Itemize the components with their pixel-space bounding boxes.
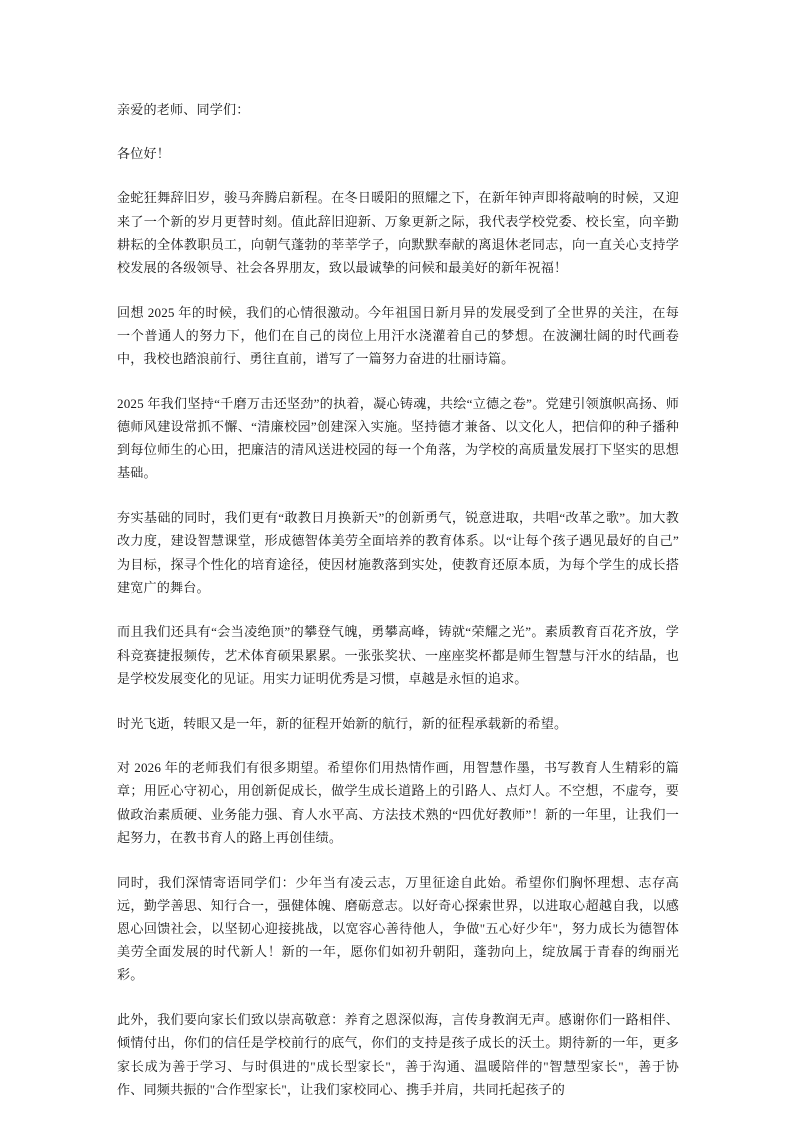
paragraph-expectations-teachers-2026: 对 2026 年的老师我们有很多期望。希望你们用热情作画，用智慧作墨，书写教育人生精彩的篇章；用匠心守初心，用创新促成长，做学生成长道路上的引路人、点灯人。不空想，不虚夸，要做政治素质硬、业务能力强、育人水平高、方法技术熟的“四优好教师”！新的一年里，让我们一起努力，在教书育人的路上再创佳绩。 (117, 760, 679, 845)
paragraph-message-to-parents: 此外，我们要向家长们致以崇高敬意：养育之恩深似海，言传身教润无声。感谢你们一路相伴、倾情付出，你们的信任是学校前行的底气，你们的支持是孩子成长的沃土。期待新的一年，更多家长成为善于学习、与时俱进的"成长型家长"，善于沟通、温暖陪伴的"智慧型家长"，善于协作、同频共振的"合作型家长"，让我们家校同心、携手并肩，共同托起孩子的 (117, 1012, 679, 1097)
paragraph-opening-new-year: 金蛇狂舞辞旧岁，骏马奔腾启新程。在冬日暖阳的照耀之下，在新年钟声即将敲响的时候，又迎来了一个新的岁月更替时刻。值此辞旧迎新、万象更新之际，我代表学校党委、校长室，向辛勤耕耘的全体教职员工，向朝气蓬勃的莘莘学子，向默默奉献的离退休老同志，向一直关心支持学校发展的各级领导、社会各界朋友，致以最诚挚的问候和最美好的新年祝福！ (117, 190, 679, 276)
paragraph-greeting: 各位好！ (117, 146, 170, 162)
paragraph-message-to-students: 同时，我们深情寄语同学们：少年当有凌云志，万里征途自此始。希望你们胸怀理想、志存高远，勤学善思、知行合一，强健体魄、磨砺意志。以好奇心探索世界，以进取心超越自我，以感恩心回馈社会，以坚韧心迎接挑战，以宽容心善待他人，争做"五心好少年"，努力成长为德智体美劳全面发展的时代新人！新的一年，愿你们如初升朝阳，蓬勃向上，绽放属于青春的绚丽光彩。 (117, 874, 679, 983)
paragraph-reform-innovation: 夯实基础的同时，我们更有“敢教日月换新天”的创新勇气，锐意进取，共唱“改革之歌”。加大教改力度，建设智慧课堂，形成德智体美劳全面培养的教育体系。以“让每个孩子遇见最好的自己”为目标，探寻个性化的培育途径，使因材施教落到实处，使教育还原本质，为每个学生的成长搭建宽广的舞台。 (117, 510, 679, 595)
paragraph-review-2025: 回想 2025 年的时候，我们的心情很激动。今年祖国日新月异的发展受到了全世界的关注，在每一个普通人的努力下，他们在自己的岗位上用汗水浇灌着自己的梦想。在波澜壮阔的时代画卷中，我校也踏浪前行、勇往直前，谱写了一篇努力奋进的壮丽诗篇。 (117, 304, 679, 367)
paragraph-salutation: 亲爱的老师、同学们： (117, 102, 250, 117)
document-text-body (117, 98, 679, 1101)
paragraph-moral-education-2025: 2025 年我们坚持“千磨万击还坚劲”的执着，凝心铸魂，共绘“立德之卷”。党建引领旗帜高扬、师德师风建设常抓不懈、“清廉校园”创建深入实施。坚持德才兼备、以文化人，把信仰的种子播种到每位师生的心田，把廉洁的清风送进校园的每一个角落，为学校的高质量发展打下坚实的思想基础。 (117, 395, 679, 481)
paragraph-achievements: 而且我们还具有“会当凌绝顶”的攀登气魄，勇攀高峰，铸就“荣耀之光”。素质教育百花齐放，学科竞赛捷报频传，艺术体育硕果累累。一张张奖状、一座座奖杯都是师生智慧与汗水的结晶，也是学校发展变化的见证。用实力证明优秀是习惯，卓越是永恒的追求。 (117, 624, 679, 686)
paragraph-transition: 时光飞逝，转眼又是一年，新的征程开始新的航行，新的征程承载新的希望。 (117, 715, 568, 731)
